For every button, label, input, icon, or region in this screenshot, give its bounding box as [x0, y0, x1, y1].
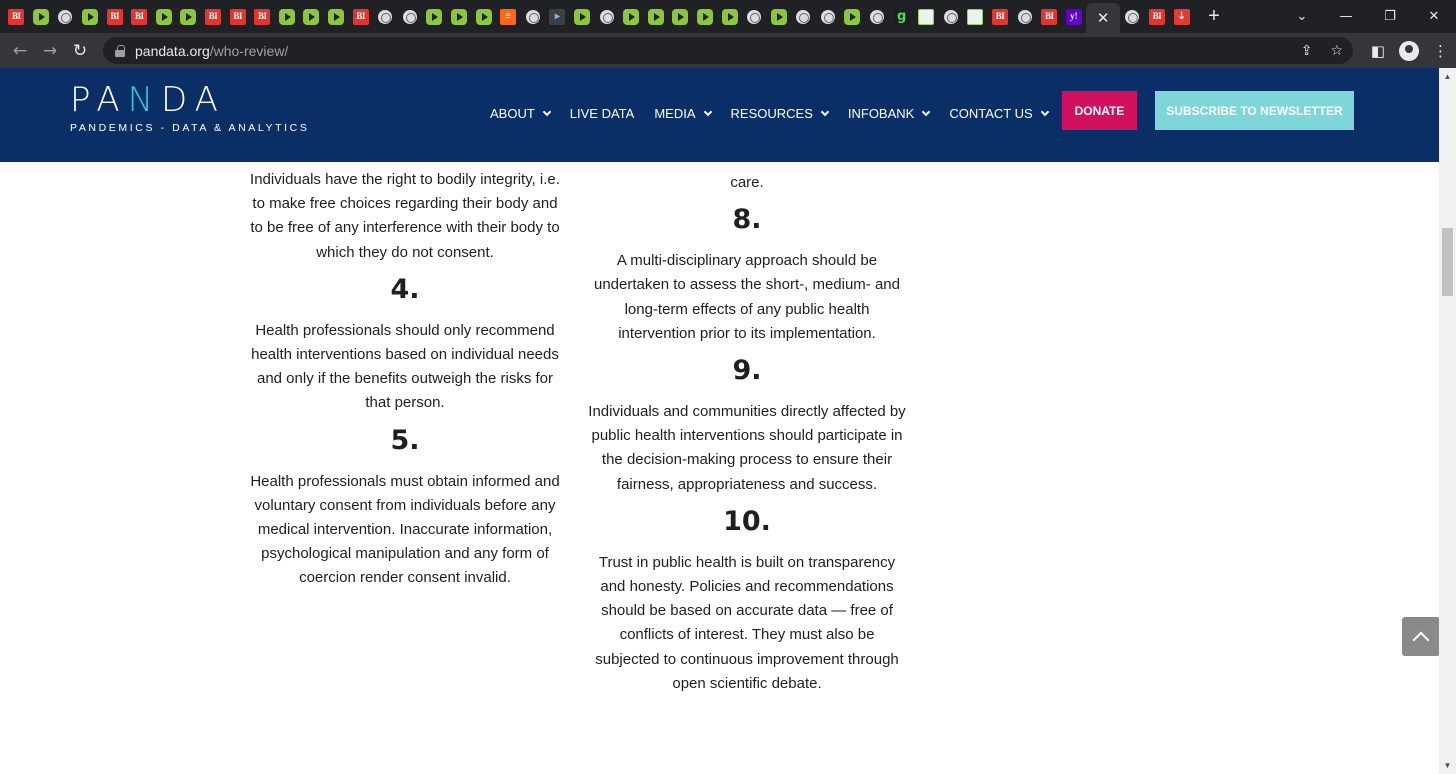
play-favicon-icon — [771, 9, 787, 25]
nav-item-contact-us[interactable] — [949, 106, 1047, 121]
panda-logo[interactable] — [70, 82, 309, 134]
browser-tab[interactable] — [53, 0, 78, 33]
nav-item-label: MEDIA — [654, 106, 696, 121]
bi-favicon-icon: BI — [131, 9, 147, 25]
browser-tab[interactable] — [299, 0, 324, 33]
window-controls — [1280, 0, 1456, 33]
play-favicon-icon — [648, 9, 664, 25]
side-panel-icon[interactable]: ◧ — [1370, 41, 1385, 60]
globe-favicon-icon — [403, 10, 417, 24]
browser-tab[interactable] — [791, 0, 816, 33]
nav-item-label: RESOURCES — [730, 106, 813, 121]
browser-tab[interactable] — [570, 0, 595, 33]
browser-tab[interactable] — [348, 0, 373, 33]
play-favicon-icon — [722, 9, 738, 25]
browser-tab[interactable] — [988, 0, 1013, 33]
active-tab-close-icon[interactable]: ✕ — [1086, 3, 1120, 33]
nav-item-live-data[interactable] — [570, 106, 635, 121]
play-favicon-icon — [180, 9, 196, 25]
principles-column-right — [588, 162, 906, 696]
browser-tab[interactable] — [1062, 0, 1087, 33]
tab-search-icon[interactable]: ⌄ — [1296, 9, 1308, 24]
browser-tab[interactable] — [693, 0, 718, 33]
browser-tab[interactable] — [398, 0, 423, 33]
play-favicon-icon — [33, 9, 49, 25]
globe-favicon-icon — [526, 10, 540, 24]
browser-tabstrip — [0, 0, 1456, 33]
play-favicon-icon — [328, 9, 344, 25]
principle-5-text: Health professionals must obtain informed and voluntary consent from individuals before any medical intervention. Inaccurate information, psychological manipulation and any form of coercion render consent invalid. — [250, 472, 560, 587]
play-favicon-icon — [279, 9, 295, 25]
browser-tab[interactable] — [1169, 0, 1194, 33]
bi-favicon-icon: BI — [1041, 9, 1057, 25]
page-scrollbar[interactable] — [1439, 68, 1456, 774]
subscribe-newsletter-button[interactable]: SUBSCRIBE TO NEWSLETTER — [1155, 91, 1354, 130]
principle-7-text-end: care. — [730, 174, 764, 191]
play-favicon-icon — [672, 9, 688, 25]
lock-icon[interactable] — [115, 45, 125, 57]
bi-favicon-icon: BI — [992, 9, 1008, 25]
globe-favicon-icon — [944, 10, 958, 24]
profile-avatar-icon[interactable] — [1399, 41, 1419, 61]
nav-item-resources[interactable] — [731, 106, 828, 121]
browser-tab[interactable] — [865, 0, 890, 33]
principle-10-number: 10. — [723, 505, 771, 537]
donate-button[interactable]: DONATE — [1062, 91, 1137, 130]
browser-tab[interactable] — [742, 0, 767, 33]
browser-tab[interactable] — [4, 0, 29, 33]
chevron-up-icon — [1413, 632, 1430, 649]
browser-tab[interactable] — [594, 0, 619, 33]
logo-wordmark: PANDA — [70, 80, 226, 120]
chevron-down-icon — [821, 107, 829, 115]
share-icon[interactable]: ⇪ — [1300, 42, 1313, 59]
scroll-down-arrow-icon[interactable]: ▼ — [1443, 761, 1452, 770]
play-favicon-icon — [697, 9, 713, 25]
browser-tab[interactable] — [78, 0, 103, 33]
nav-item-infobank[interactable] — [848, 106, 929, 121]
browser-tab[interactable] — [422, 0, 447, 33]
browser-tab[interactable] — [201, 0, 226, 33]
principle-8-text: A multi-disciplinary approach should be undertaken to assess the short-, medium- and long-term effects of any public health intervention prior to its implementation. — [594, 252, 900, 342]
tab-list — [0, 0, 1228, 33]
yahoo-favicon-icon: y! — [1066, 9, 1082, 25]
play-favicon-icon — [476, 9, 492, 25]
browser-tab[interactable] — [373, 0, 398, 33]
browser-tab[interactable] — [1012, 0, 1037, 33]
browser-tab[interactable] — [520, 0, 545, 33]
browser-tab[interactable] — [963, 0, 988, 33]
chev-favicon-icon: ▸ — [549, 9, 565, 25]
browser-tab[interactable] — [1037, 0, 1062, 33]
browser-tab[interactable] — [717, 0, 742, 33]
chevron-down-icon — [922, 107, 930, 115]
principle-10-text: Trust in public health is built on transparency and honesty. Policies and recommendations should be based on accurate data — free of conflicts of interest. They must also be subjected to continuous improvement through open scientific debate. — [595, 553, 899, 692]
browser-toolbar — [0, 33, 1456, 68]
logo-tagline: PANDEMICS - DATA & ANALYTICS — [70, 122, 310, 134]
reload-icon[interactable]: ↻ — [72, 40, 88, 61]
principle-8-number: 8. — [732, 204, 762, 236]
play-favicon-icon — [844, 9, 860, 25]
scroll-thumb[interactable] — [1442, 228, 1453, 296]
browser-tab[interactable] — [668, 0, 693, 33]
back-icon[interactable]: ← — [12, 40, 28, 61]
browser-tab[interactable] — [766, 0, 791, 33]
browser-tab[interactable] — [840, 0, 865, 33]
red-favicon-icon: ⇣ — [1174, 9, 1190, 25]
principle-3-text: Individuals have the right to bodily integrity, i.e. to make free choices regarding their body and to be free of any interference with their body to which they do not consent. — [250, 171, 560, 261]
bi-favicon-icon: BI — [230, 9, 246, 25]
main-nav — [490, 106, 1068, 121]
play-favicon-icon — [303, 9, 319, 25]
play-favicon-icon — [82, 9, 98, 25]
principle-9-number: 9. — [732, 355, 762, 387]
bi-favicon-icon: BI — [1149, 9, 1165, 25]
globe-favicon-icon — [747, 10, 761, 24]
browser-tab[interactable] — [1120, 0, 1145, 33]
url-text[interactable]: pandata.org/who-review/ — [135, 42, 289, 59]
grammar-favicon-icon: g — [894, 9, 910, 25]
browser-tab[interactable] — [914, 0, 939, 33]
browser-tab[interactable] — [324, 0, 349, 33]
globe-favicon-icon — [378, 10, 392, 24]
forward-icon[interactable]: → — [42, 40, 58, 61]
globe-favicon-icon — [1125, 10, 1139, 24]
principles-content — [0, 162, 1439, 774]
globe-favicon-icon — [796, 10, 810, 24]
browser-tab[interactable] — [471, 0, 496, 33]
browser-tab[interactable] — [816, 0, 841, 33]
principle-4-text: Health professionals should only recommend health interventions based on individual needs and only if the benefits outweigh the risks for that person. — [251, 321, 559, 412]
play-favicon-icon — [574, 9, 590, 25]
browser-tab[interactable] — [545, 0, 570, 33]
minimize-icon[interactable]: — — [1339, 9, 1353, 24]
bi-favicon-icon: BI — [205, 9, 221, 25]
play-favicon-icon — [451, 9, 467, 25]
browser-tab[interactable] — [250, 0, 275, 33]
principle-4-number: 4. — [390, 273, 420, 305]
back-to-top-button[interactable] — [1402, 617, 1440, 656]
grid-favicon-icon — [918, 9, 934, 25]
nav-item-label: INFOBANK — [847, 106, 915, 121]
browser-tab[interactable] — [1145, 0, 1170, 33]
browser-tab[interactable] — [496, 0, 521, 33]
globe-favicon-icon — [870, 10, 884, 24]
bi-favicon-icon: BI — [8, 9, 24, 25]
sub-favicon-icon: ≡ — [500, 9, 516, 25]
address-bar[interactable] — [103, 37, 1353, 64]
site-header — [0, 68, 1439, 162]
chevron-down-icon — [1040, 107, 1048, 115]
browser-tab[interactable] — [447, 0, 472, 33]
browser-tab[interactable] — [176, 0, 201, 33]
restore-icon[interactable]: ❐ — [1384, 9, 1396, 24]
browser-tab[interactable] — [29, 0, 54, 33]
principle-5-number: 5. — [390, 424, 420, 456]
play-favicon-icon — [426, 9, 442, 25]
browser-tab[interactable] — [127, 0, 152, 33]
globe-favicon-icon — [821, 10, 835, 24]
browser-tab[interactable] — [102, 0, 127, 33]
browser-tab[interactable] — [619, 0, 644, 33]
principle-9-text: Individuals and communities directly affected by public health interventions should participate in the decision-making process to ensure their fairness, appropriateness and success. — [588, 403, 906, 493]
chevron-down-icon — [543, 107, 551, 115]
globe-favicon-icon — [58, 10, 72, 24]
nav-item-label: LIVE DATA — [569, 106, 635, 121]
play-favicon-icon — [623, 9, 639, 25]
browser-tab[interactable] — [643, 0, 668, 33]
chevron-down-icon — [703, 107, 711, 115]
browser-menu-icon[interactable]: ⋮ — [1433, 41, 1448, 60]
scroll-up-arrow-icon[interactable]: ▲ — [1443, 72, 1452, 81]
bookmark-star-icon[interactable]: ☆ — [1330, 42, 1343, 59]
bi-favicon-icon: BI — [254, 9, 270, 25]
new-tab-icon[interactable]: + — [1208, 5, 1220, 27]
bi-favicon-icon: BI — [107, 9, 123, 25]
browser-tab[interactable] — [275, 0, 300, 33]
play-favicon-icon — [156, 9, 172, 25]
globe-favicon-icon — [1018, 10, 1032, 24]
browser-tab[interactable] — [939, 0, 964, 33]
nav-item-label: ABOUT — [490, 106, 535, 121]
nav-item-media[interactable] — [654, 106, 710, 121]
browser-tab[interactable] — [889, 0, 914, 33]
bi-favicon-icon: BI — [353, 9, 369, 25]
window-close-icon[interactable]: ✕ — [1428, 9, 1440, 24]
grid-favicon-icon — [967, 9, 983, 25]
principles-column-left — [245, 162, 565, 591]
nav-item-about[interactable] — [490, 106, 550, 121]
globe-favicon-icon — [600, 10, 614, 24]
browser-tab[interactable] — [225, 0, 250, 33]
browser-tab[interactable] — [152, 0, 177, 33]
nav-item-label: CONTACT US — [949, 106, 1033, 121]
